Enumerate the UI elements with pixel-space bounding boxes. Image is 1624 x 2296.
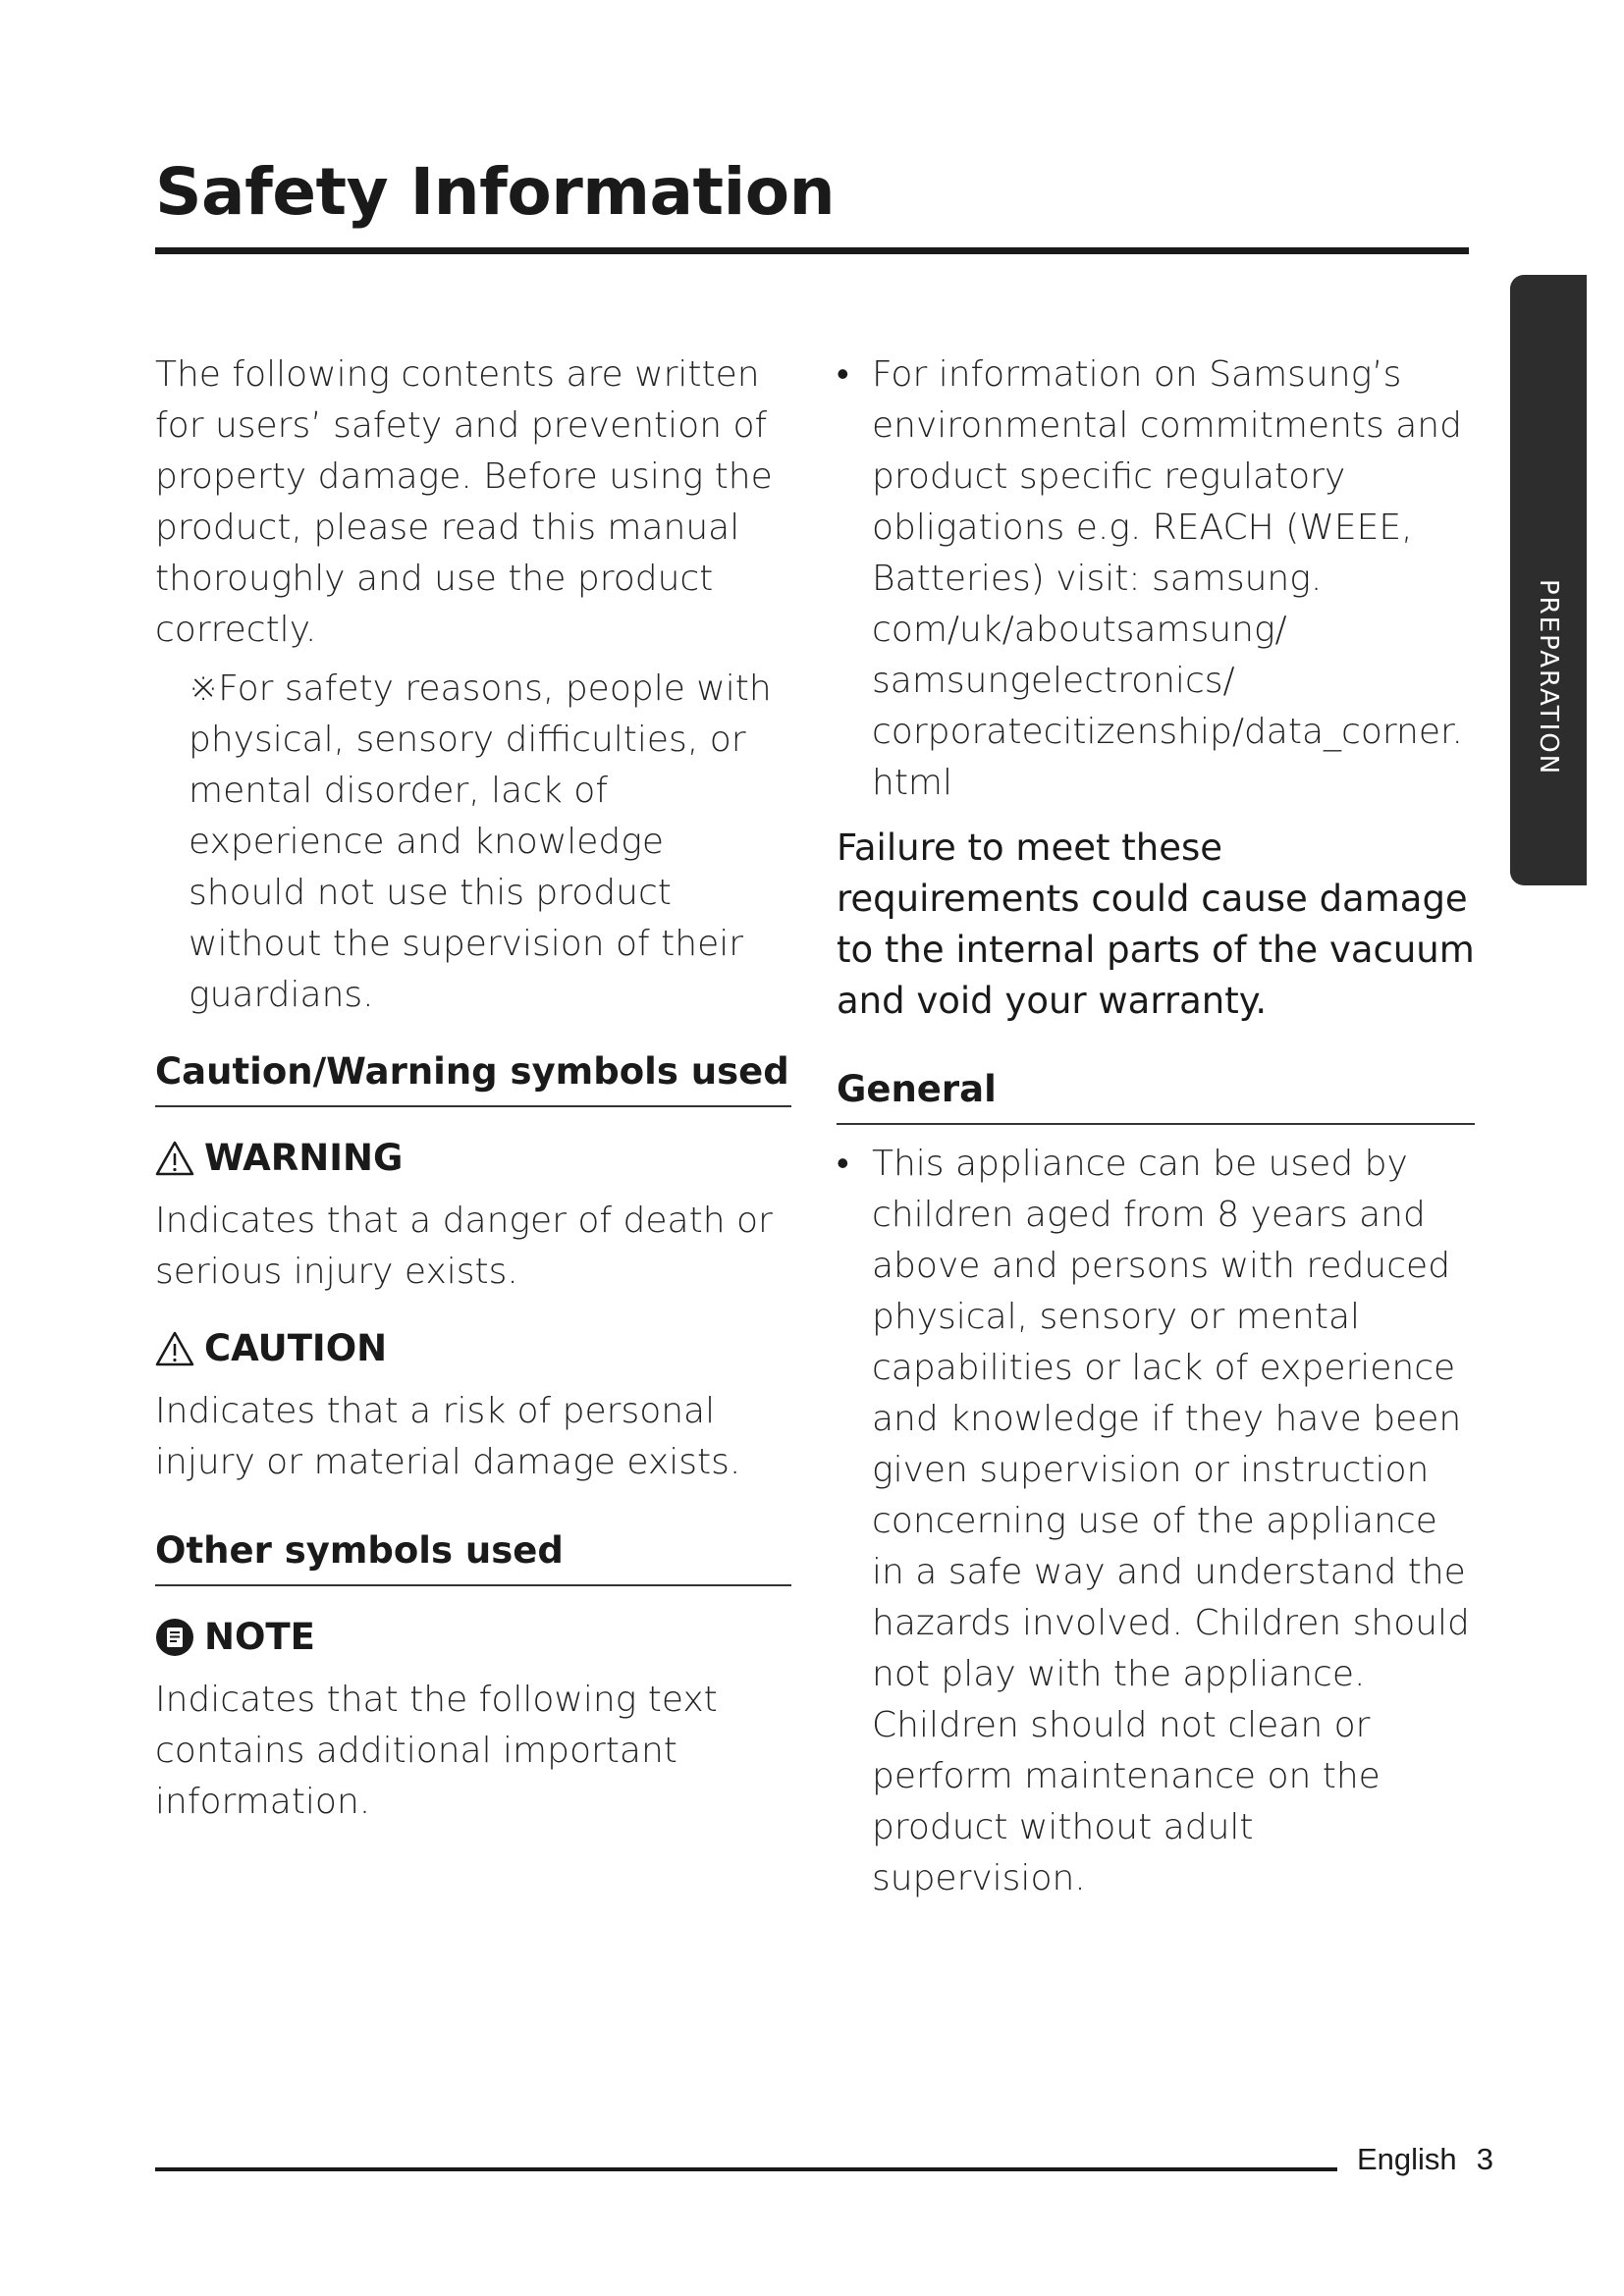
environment-bullet-text: For information on Samsung’s environmental commitments and product specific regulatory obligations e.g. REACH (WEEE, Batteries) visit: samsung. com/uk/aboutsamsung/ samsungelectronics/ corporatecitizenship/data_corner. html xyxy=(872,354,1463,803)
warning-triangle-icon xyxy=(155,1141,194,1176)
note-label: NOTE xyxy=(204,1616,315,1658)
right-column xyxy=(837,349,1475,1904)
page-footer xyxy=(1357,2142,1493,2177)
warning-title xyxy=(155,1135,791,1182)
bullet-icon: • xyxy=(837,354,849,395)
left-column xyxy=(155,349,791,1828)
note-text: Indicates that the following text contains additional important information. xyxy=(155,1680,718,1822)
note-icon xyxy=(155,1618,194,1657)
title-rule xyxy=(155,247,1469,254)
warning-label: WARNING xyxy=(204,1137,404,1179)
general-bullet-text: This appliance can be used by children aged from 8 years and above and persons with reduced physical, sensory or mental capabilities or lack of experience and knowledge if they have been given supervision or instruction concerning use of the appliance in a safe way and understand the hazards involved. Children should not play with the appliance. Children should not clean or perform maintenance on the product without adult supervision. xyxy=(872,1144,1470,1898)
intro-paragraph: The following contents are written for users’ safety and prevention of property damage. Before using the product, please read this manual thoroughly and use the product correctly. xyxy=(155,354,773,650)
side-tab-label: PREPARATION xyxy=(1534,579,1563,776)
note-title xyxy=(155,1614,791,1661)
warning-text: Indicates that a danger of death or serious injury exists. xyxy=(155,1201,773,1292)
caution-symbols-heading: Caution/Warning symbols used xyxy=(155,1050,789,1093)
footer-rule xyxy=(155,2167,1337,2171)
page-title: Safety Information xyxy=(155,154,836,230)
other-symbols-heading: Other symbols used xyxy=(155,1529,564,1572)
list-item xyxy=(837,1139,1475,1904)
caution-triangle-icon xyxy=(155,1331,194,1366)
page-number: 3 xyxy=(1476,2142,1493,2176)
safety-note: ※For safety reasons, people with physical, sensory difficulties, or mental disorder, lack of experience and knowledge should not use this product without the supervision of their guardians. xyxy=(189,668,772,1015)
list-item xyxy=(837,349,1475,809)
caution-text: Indicates that a risk of personal injury or material damage exists. xyxy=(155,1391,741,1482)
bullet-icon: • xyxy=(837,1144,849,1184)
caution-title xyxy=(155,1325,791,1372)
caution-label: CAUTION xyxy=(204,1327,388,1369)
failure-warning-text: Failure to meet these requirements could cause damage to the internal parts of the vacuum and void your warranty. xyxy=(837,827,1475,1022)
general-heading: General xyxy=(837,1068,997,1110)
side-tab xyxy=(1510,275,1587,885)
footer-language: English xyxy=(1357,2142,1457,2176)
